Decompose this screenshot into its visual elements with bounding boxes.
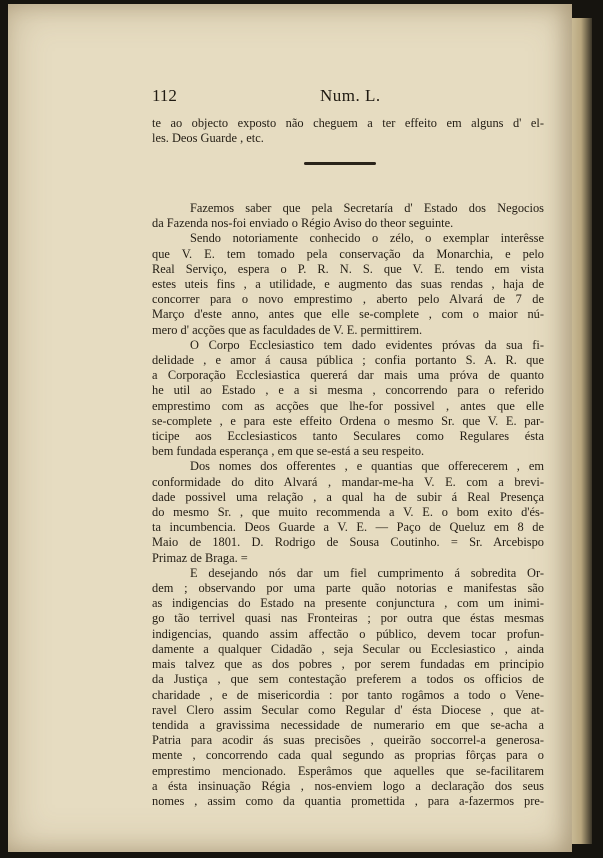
text-line: bem fundada esperança , em que se-está a seu respeito. <box>152 444 425 459</box>
text-line: go tão terrivel quasi nas Fronteiras ; por outra que éstas mesmas <box>152 611 544 626</box>
text-line: les. Deos Guarde , etc. <box>152 131 264 146</box>
text-line: he util ao Estado , e a si mesma , concorrendo para o referido <box>152 383 544 398</box>
text-line: mero d' acções que as faculdades de V. E. permittirem. <box>152 322 423 337</box>
text-line: Primaz de Braga. = <box>152 550 248 565</box>
intro-text <box>152 116 544 146</box>
book-page <box>8 4 572 852</box>
text-line: Fazemos saber que pela Secretaría d' Estado dos Negocios <box>190 201 544 215</box>
section-title: Num. L. <box>320 86 381 105</box>
text-line: as indigencias do Estado na presente conjunctura , com um inimi- <box>152 596 544 611</box>
text-line: conformidade do dito Alvará , mandar-me-ha V. E. com a brevi- <box>152 474 544 489</box>
text-line: damente a qualquer Cidadão , seja Secular ou Ecclesiastico , ainda <box>152 641 544 656</box>
text-line: dade possivel uma relação , a qual ha de subir á Real Presença <box>152 489 544 504</box>
text-line: mais talvez que as dos pobres , por serem fundadas em principio <box>152 657 544 672</box>
text-line: do mesmo Sr. , que muito recommenda a V. E. o bom exito d'és- <box>152 505 544 520</box>
text-line: charidade , e de misericordia : por tanto rogâmos a todo o Vene- <box>152 687 544 702</box>
text-line: Maio de 1801. D. Rodrigo de Sousa Coutinho. = Sr. Arcebispo <box>152 535 544 550</box>
text-line: Dos nomes dos offerentes , e quantias que offerecerem , em <box>190 459 544 474</box>
text-line: dem ; observando por uma parte quão notorias e manifestas são <box>152 581 544 596</box>
page-header <box>8 86 572 110</box>
text-line: mente , concorrendo cada qual segundo as proprias fôrças para o <box>152 748 544 763</box>
section-divider <box>304 162 376 165</box>
text-line: concorrer para o novo emprestimo , aberto pelo Alvará de 7 de <box>152 292 544 307</box>
text-line: a Corporação Ecclesiastica quererá dar mais uma próva de quanto <box>152 368 544 383</box>
text-line: Real Serviço, espera o P. R. N. S. que V. E. tendo em vista <box>152 261 544 276</box>
text-line: emprestimo com as acções que lhe-for possivel , antes que elle <box>152 398 544 413</box>
text-line: se-complete , e para este effeito Ordena o mesmo Sr. que V. E. par- <box>152 413 544 428</box>
text-line: nomes , assim como da quantia promettida , para a-fazermos pre- <box>152 793 544 808</box>
text-line: ravel Clero assim Secular como Regular d' ésta Diocese , que at- <box>152 702 544 717</box>
text-line: Sendo notoriamente conhecido o zélo, o exemplar interêsse <box>190 231 544 246</box>
text-line: tendida a gravissima necessidade de numerario em que se-acha a <box>152 717 544 732</box>
text-line: Março d'este anno, antes que elle se-complete , com o maior nú- <box>152 307 544 322</box>
text-line: E desejando nós dar um fiel cumprimento á sobredita Or- <box>190 565 544 580</box>
page-number: 112 <box>152 86 177 105</box>
text-line: emprestimo mencionado. Esperâmos que aquelles que se-facilitarem <box>152 763 544 778</box>
text-line: delidade , e amor á causa pública ; confia portanto S. A. R. que <box>152 353 544 368</box>
text-line: O Corpo Ecclesiastico tem dado evidentes próvas da sua fi- <box>190 337 544 352</box>
text-line: que V. E. tem tomado pela conservação da Monarchia, e pelo <box>152 246 544 261</box>
text-line: ta incumbencia. Deos Guarde a V. E. — Paço de Queluz em 8 de <box>152 520 544 535</box>
text-line: da Justiça , que sem contestação preferem a todos os officios de <box>152 672 544 687</box>
text-line: ticipe aos Ecclesiasticos tanto Seculares como Regulares ésta <box>152 429 544 444</box>
text-line: te ao objecto exposto não cheguem a ter effeito em alguns d' el- <box>152 116 544 130</box>
text-line: indigencias, quando assim affectão o público, devem tocar profun- <box>152 626 544 641</box>
text-line: estes uteis fins , a utilidade, e augmento das suas rendas , haja de <box>152 277 544 292</box>
page-edge <box>572 18 592 844</box>
text-line: a ésta insinuação Régia , nos-enviem logo a declaração dos seus <box>152 778 544 793</box>
text-line: da Fazenda nos-foi enviado o Régio Aviso do theor seguinte. <box>152 216 454 231</box>
text-line: Patria para acodir ás suas precisões , queirão soccorrel-a generosa- <box>152 733 544 748</box>
body-text <box>152 201 544 809</box>
